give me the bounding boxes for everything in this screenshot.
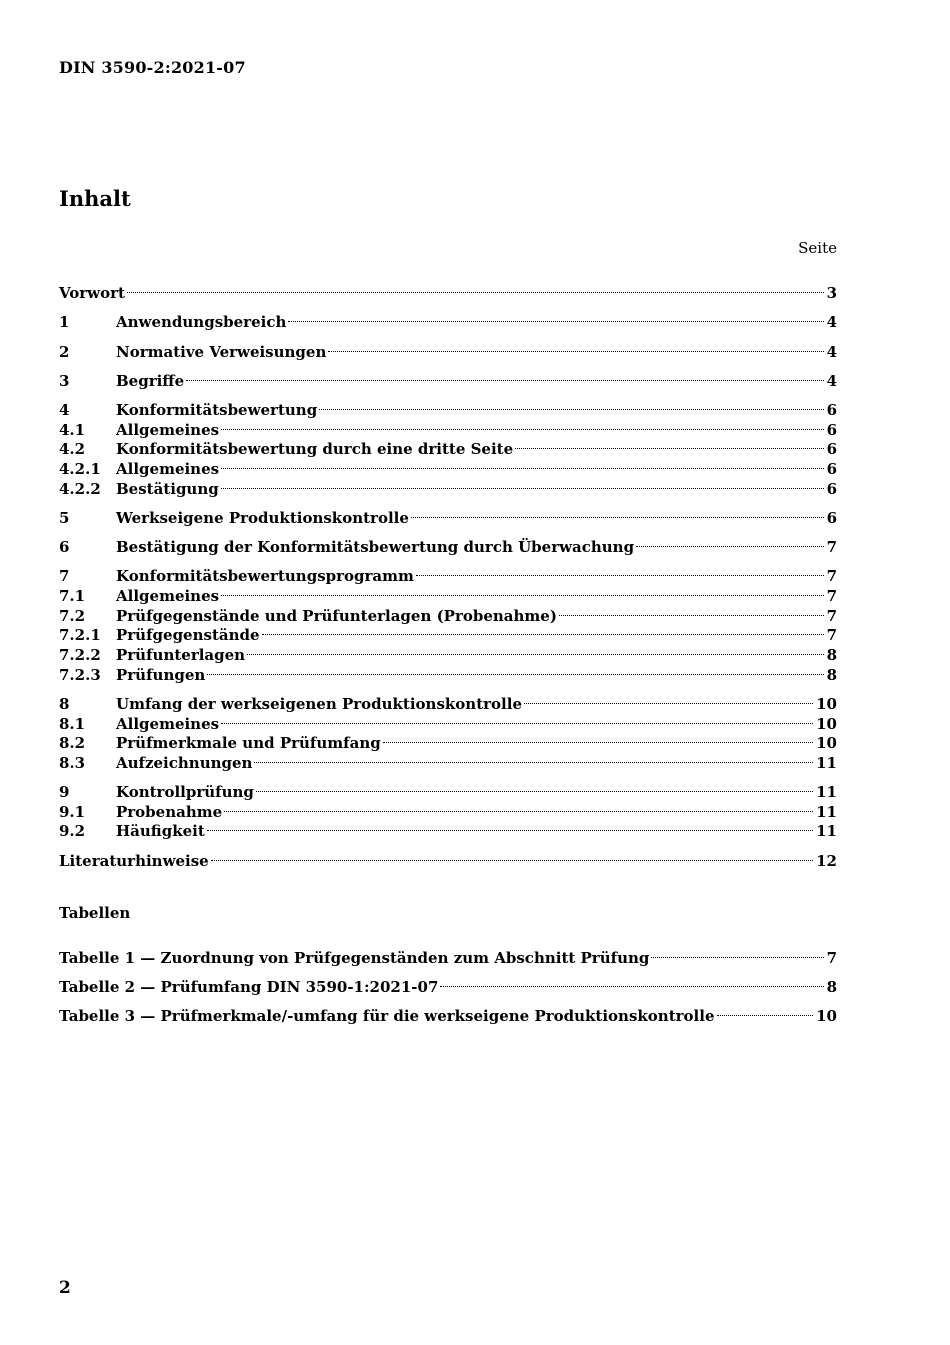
- toc-entry-label: Werkseigene Produktionskontrolle: [116, 509, 409, 527]
- toc-entry-number: 9.1: [59, 803, 86, 821]
- toc-entry[interactable]: [59, 601, 837, 625]
- toc-entry-number: 4.2.1: [59, 460, 101, 478]
- toc-entry-number: 4: [59, 401, 70, 419]
- toc-entry-number: 8.1: [59, 715, 86, 733]
- page-title: Inhalt: [59, 186, 131, 211]
- toc-entry-label: Allgemeines: [116, 587, 220, 605]
- toc-entry-label: Prüfgegenstände und Prüfunterlagen (Probenahme): [116, 607, 557, 625]
- toc-entry[interactable]: [59, 503, 837, 527]
- table-entry[interactable]: [59, 943, 837, 967]
- dot-leader: [411, 503, 824, 523]
- toc-entry-number: 4.1: [59, 421, 86, 439]
- dot-leader: [262, 620, 824, 640]
- toc-entry-page: 7: [826, 587, 837, 605]
- dot-leader: [186, 366, 823, 386]
- page-column-label: Seite: [798, 239, 837, 257]
- dot-leader: [211, 846, 813, 866]
- toc-entry-number: 7.2.1: [59, 626, 101, 644]
- toc-entry[interactable]: [59, 454, 837, 478]
- toc-entry-page: 4: [826, 372, 837, 390]
- toc-entry[interactable]: [59, 561, 837, 585]
- toc-entry-page: 10: [816, 715, 837, 733]
- toc-entry-number: 5: [59, 509, 70, 527]
- toc-entry-label: Konformitätsbewertung durch eine dritte Seite: [116, 440, 514, 458]
- toc-entry-number: 7.1: [59, 587, 86, 605]
- dot-leader: [416, 561, 824, 581]
- toc-entry-label: Anwendungsbereich: [116, 313, 287, 331]
- toc-entry-label: Allgemeines: [116, 460, 220, 478]
- toc-entry-page: 7: [826, 538, 837, 556]
- toc-entry-number: 4.2: [59, 440, 86, 458]
- dot-leader: [717, 1001, 814, 1021]
- toc-entry-page: 6: [826, 509, 837, 527]
- toc-entry-page: 4: [826, 343, 837, 361]
- dot-leader: [383, 728, 813, 748]
- toc-entry[interactable]: [59, 797, 837, 821]
- toc-entry[interactable]: [59, 689, 837, 713]
- toc-entry-label: Umfang der werkseigenen Produktionskontrolle: [116, 695, 522, 713]
- dot-leader: [328, 337, 823, 357]
- toc-entry-label: Literaturhinweise: [59, 852, 209, 870]
- table-entry-page: 7: [826, 949, 837, 967]
- toc-entry-label: Vorwort: [59, 284, 125, 302]
- tables-heading: Tabellen: [59, 904, 131, 922]
- toc-entry-page: 7: [826, 607, 837, 625]
- toc-entry-number: 6: [59, 538, 70, 556]
- toc-entry-label: Kontrollprüfung: [116, 783, 254, 801]
- table-entry-label: Tabelle 1 — Zuordnung von Prüfgegenständen zum Abschnitt Prüfung: [59, 949, 650, 967]
- toc-entry-number: 7.2.3: [59, 666, 101, 684]
- toc-entry-number: 3: [59, 372, 70, 390]
- dot-leader: [515, 434, 823, 454]
- toc-entry-label: Konformitätsbewertung: [116, 401, 318, 419]
- dot-leader: [256, 777, 813, 797]
- toc-entry[interactable]: [59, 474, 837, 498]
- toc-entry-page: 4: [826, 313, 837, 331]
- toc-entry-number: 8.2: [59, 734, 86, 752]
- toc-entry-number: 7.2.2: [59, 646, 101, 664]
- dot-leader: [651, 943, 823, 963]
- toc-entry-label: Prüfunterlagen: [116, 646, 246, 664]
- toc-entry-page: 6: [826, 460, 837, 478]
- toc-entry-number: 2: [59, 343, 70, 361]
- toc-entry-page: 3: [826, 284, 837, 302]
- toc-entry-label: Bestätigung: [116, 480, 219, 498]
- toc-entry-label: Prüfmerkmale und Prüfumfang: [116, 734, 381, 752]
- toc-entry[interactable]: [59, 660, 837, 684]
- toc-entry[interactable]: [59, 278, 837, 302]
- toc-entry-page: 7: [826, 567, 837, 585]
- toc-entry-label: Konformitätsbewertungsprogramm: [116, 567, 414, 585]
- dot-leader: [221, 709, 813, 729]
- table-entry-page: 8: [826, 978, 837, 996]
- dot-leader: [207, 816, 813, 836]
- dot-leader: [319, 395, 823, 415]
- toc-entry-page: 12: [816, 852, 837, 870]
- dot-leader: [221, 581, 823, 601]
- toc-entry-number: 7: [59, 567, 70, 585]
- toc-entry-label: Allgemeines: [116, 421, 220, 439]
- toc-entry[interactable]: [59, 581, 837, 605]
- toc-entry-page: 6: [826, 480, 837, 498]
- dot-leader: [247, 640, 823, 660]
- toc-entry-label: Prüfungen: [116, 666, 206, 684]
- toc-entry-page: 6: [826, 401, 837, 419]
- dot-leader: [224, 797, 813, 817]
- dot-leader: [559, 601, 824, 621]
- toc-entry-page: 11: [816, 783, 837, 801]
- toc-entry-page: 6: [826, 421, 837, 439]
- table-entry-label: Tabelle 3 — Prüfmerkmale/-umfang für die werkseigene Produktionskontrolle: [59, 1007, 715, 1025]
- toc-entry-number: 4.2.2: [59, 480, 101, 498]
- dot-leader: [221, 415, 823, 435]
- table-entry[interactable]: [59, 972, 837, 996]
- dot-leader: [636, 532, 823, 552]
- toc-entry-page: 11: [816, 754, 837, 772]
- toc-entry[interactable]: [59, 337, 837, 361]
- toc-entry-label: Bestätigung der Konformitätsbewertung durch Überwachung: [116, 538, 635, 556]
- dot-leader: [254, 748, 813, 768]
- toc-entry-page: 8: [826, 666, 837, 684]
- toc-entry[interactable]: [59, 434, 837, 458]
- toc-entry-page: 7: [826, 626, 837, 644]
- dot-leader: [288, 307, 823, 327]
- toc-entry-number: 7.2: [59, 607, 86, 625]
- toc-entry[interactable]: [59, 777, 837, 801]
- dot-leader: [524, 689, 813, 709]
- toc-entry-page: 10: [816, 734, 837, 752]
- toc-entry-number: 1: [59, 313, 70, 331]
- dot-leader: [221, 474, 824, 494]
- toc-entry-label: Allgemeines: [116, 715, 220, 733]
- toc-entry-label: Begriffe: [116, 372, 185, 390]
- toc-entry-label: Aufzeichnungen: [116, 754, 253, 772]
- page-number: 2: [59, 1278, 71, 1298]
- toc-entry-page: 8: [826, 646, 837, 664]
- toc-entry-label: Normative Verweisungen: [116, 343, 327, 361]
- toc-entry-page: 11: [816, 803, 837, 821]
- toc-entry-page: 10: [816, 695, 837, 713]
- toc-entry-number: 9: [59, 783, 70, 801]
- toc-entry[interactable]: [59, 620, 837, 644]
- toc-entry[interactable]: [59, 415, 837, 439]
- dot-leader: [127, 278, 824, 298]
- dot-leader: [440, 972, 823, 992]
- toc-entry[interactable]: [59, 532, 837, 556]
- table-entry-label: Tabelle 2 — Prüfumfang DIN 3590-1:2021-07: [59, 978, 439, 996]
- toc-entry[interactable]: [59, 846, 837, 870]
- toc-entry[interactable]: [59, 395, 837, 419]
- toc-entry[interactable]: [59, 640, 837, 664]
- toc-entry-label: Probenahme: [116, 803, 223, 821]
- document-id: DIN 3590-2:2021-07: [59, 58, 246, 77]
- toc-entry-page: 6: [826, 440, 837, 458]
- toc-entry[interactable]: [59, 366, 837, 390]
- toc-entry[interactable]: [59, 748, 837, 772]
- toc-entry[interactable]: [59, 709, 837, 733]
- toc-entry[interactable]: [59, 816, 837, 840]
- toc-entry[interactable]: [59, 307, 837, 331]
- toc-entry-number: 8.3: [59, 754, 86, 772]
- table-entry-page: 10: [816, 1007, 837, 1025]
- toc-entry-label: Häufigkeit: [116, 822, 205, 840]
- toc-entry-label: Prüfgegenstände: [116, 626, 260, 644]
- dot-leader: [207, 660, 823, 680]
- table-entry[interactable]: [59, 1001, 837, 1025]
- toc-entry-number: 9.2: [59, 822, 86, 840]
- toc-entry-number: 8: [59, 695, 70, 713]
- dot-leader: [221, 454, 823, 474]
- toc-entry[interactable]: [59, 728, 837, 752]
- toc-entry-page: 11: [816, 822, 837, 840]
